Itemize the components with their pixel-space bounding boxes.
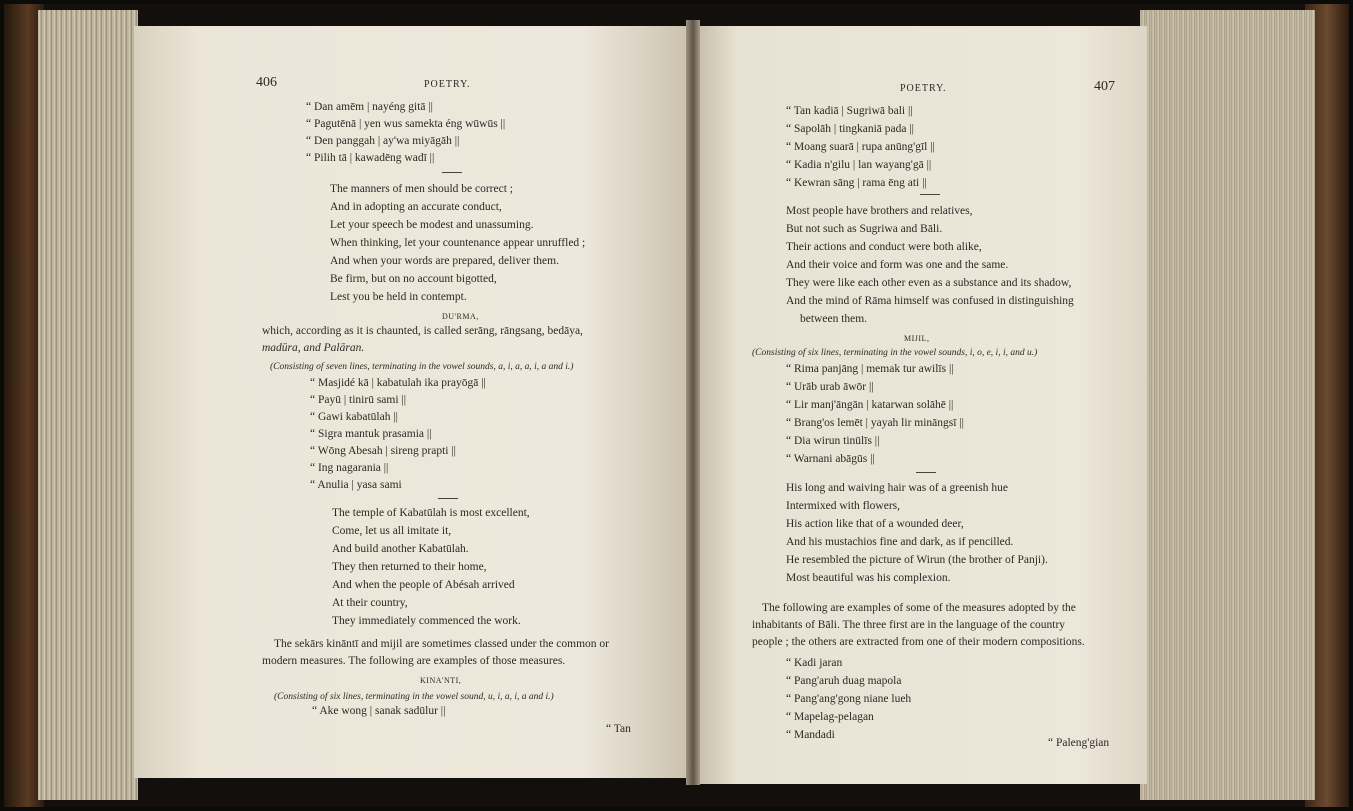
verse-line: “ Masjidé kā | kabatulah ika prayōgā || <box>310 377 486 389</box>
section-rule <box>442 172 462 173</box>
verse-line: “ Pang'ang'gong niane lueh <box>786 693 912 705</box>
section-rule <box>920 194 940 195</box>
translation-line: And in adopting an accurate conduct, <box>330 201 502 213</box>
verse-line: “ Sapolāh | tingkaniā pada || <box>786 123 914 135</box>
running-head: POETRY. <box>900 83 947 94</box>
translation-line: Most beautiful was his complexion. <box>786 572 951 584</box>
verse-line: “ Pagutēnā | yen wus samekta éng wūwūs || <box>306 118 506 130</box>
section-rule <box>916 472 936 473</box>
translation-line: They then returned to their home, <box>332 561 487 573</box>
translation-line: They were like each other even as a substance and its shadow, <box>786 277 1072 289</box>
body-text-line: inhabitants of Bāli. The three first are in the language of the country <box>752 619 1066 631</box>
translation-line: The temple of Kabatūlah is most excellent, <box>332 507 530 519</box>
section-heading: MIJIL, <box>904 334 930 343</box>
translation-line: And the mind of Rāma himself was confused in distinguishing <box>786 295 1074 307</box>
translation-line: Intermixed with flowers, <box>786 500 901 512</box>
verse-line: “ Kadi jaran <box>786 657 843 669</box>
translation-line: Let your speech be modest and unassuming. <box>330 219 534 231</box>
translation-line: He resembled the picture of Wirun (the brother of Panji). <box>786 554 1048 566</box>
translation-line: Their actions and conduct were both alike, <box>786 241 982 253</box>
verse-line: “ Warnani abāgūs || <box>786 453 875 465</box>
translation-line: And build another Kabatūlah. <box>332 543 469 555</box>
verse-line: “ Sigra mantuk prasamia || <box>310 428 432 440</box>
section-heading: DU'RMA, <box>442 312 479 321</box>
body-text-line: The following are examples of some of the measures adopted by the <box>762 602 1076 614</box>
translation-line: Come, let us all imitate it, <box>332 525 452 537</box>
catchword: “ Paleng'gian <box>1048 737 1110 749</box>
translation-line: And his mustachios fine and dark, as if pencilled. <box>786 536 1014 548</box>
verse-line: “ Pang'aruh duag mapola <box>786 675 902 687</box>
body-text-line: people ; the others are extracted from one of their modern compositions. <box>752 636 1085 648</box>
verse-line: “ Rima panjāng | memak tur awilīs || <box>786 363 954 375</box>
translation-line: And their voice and form was one and the same. <box>786 259 1009 271</box>
verse-line: “ Wōng Abesah | sireng prapti || <box>310 445 456 457</box>
page-number: 407 <box>1094 79 1115 94</box>
body-text-line: The sekārs kināntī and mijil are sometimes classed under the common or <box>274 638 610 650</box>
verse-line: “ Den panggah | ay'wa miyāgāh || <box>306 135 460 147</box>
page-edges-left <box>38 10 138 800</box>
book-gutter <box>686 20 700 785</box>
section-rule <box>438 498 458 499</box>
verse-line: “ Kewran sāng | rama ēng ati || <box>786 177 927 189</box>
verse-line: “ Brang'os lemēt | yayah lir mināngsī || <box>786 417 964 429</box>
translation-line: His long and waiving hair was of a greenish hue <box>786 482 1008 494</box>
catchword: “ Tan <box>606 723 631 735</box>
section-heading: KINA'NTI, <box>420 676 462 685</box>
measure-note: (Consisting of seven lines, terminating in the vowel sounds, a, i, a, a, i, a and i.) <box>270 362 574 372</box>
translation-line: But not such as Sugriwa and Bāli. <box>786 223 943 235</box>
translation-line: Lest you be held in contempt. <box>330 291 467 303</box>
verse-line: “ Dia wirun tinūlīs || <box>786 435 880 447</box>
verse-line: “ Dan amēm | nayéng gitā || <box>306 101 433 113</box>
translation-line: And when the people of Abésah arrived <box>332 579 515 591</box>
translation-line: They immediately commenced the work. <box>332 615 521 627</box>
verse-line: “ Gawi kabatūlah || <box>310 411 398 423</box>
translation-line: Most people have brothers and relatives, <box>786 205 973 217</box>
translation-line: And when your words are prepared, deliver them. <box>330 255 559 267</box>
verse-line: “ Payū | tinirū sami || <box>310 394 407 406</box>
page-number: 406 <box>256 75 277 90</box>
verse-line: “ Anulia | yasa sami <box>310 479 402 491</box>
translation-line: The manners of men should be correct ; <box>330 183 513 195</box>
verse-line: “ Kadia n'gilu | lan wayang'gā || <box>786 159 932 171</box>
body-text-line: which, according as it is chaunted, is called serāng, rāngsang, bedāya, <box>262 325 583 337</box>
translation-line: At their country, <box>332 597 408 609</box>
verse-line: “ Ing nagarania || <box>310 462 389 474</box>
verse-line: “ Mapelag-pelagan <box>786 711 874 723</box>
page-edges-right <box>1140 10 1315 800</box>
verse-line: “ Lir manj'āngān | katarwan solāhē || <box>786 399 954 411</box>
running-head: POETRY. <box>424 79 471 90</box>
verse-line: “ Pilih tā | kawadēng wadī || <box>306 152 435 164</box>
body-text-line: modern measures. The following are examples of those measures. <box>262 655 566 667</box>
verse-line: “ Moang suarā | rupa anūng'gīl || <box>786 141 935 153</box>
measure-note: (Consisting of six lines, terminating in the vowel sound, u, i, a, i, a and i.) <box>274 692 554 702</box>
translation-line: between them. <box>800 313 868 325</box>
body-text-line: madūra, and Palāran. <box>262 342 365 354</box>
verse-line: “ Tan kadiā | Sugriwā bali || <box>786 105 913 117</box>
measure-note: (Consisting of six lines, terminating in the vowel sounds, i, o, e, i, i, and u.) <box>752 348 1038 358</box>
translation-line: When thinking, let your countenance appear unruffled ; <box>330 237 586 249</box>
translation-line: Be firm, but on no account bigotted, <box>330 273 497 285</box>
verse-line: “ Ake wong | sanak sadūlur || <box>312 705 446 717</box>
translation-line: His action like that of a wounded deer, <box>786 518 964 530</box>
verse-line: “ Urāb urab āwōr || <box>786 381 874 393</box>
verse-line: “ Mandadi <box>786 729 835 741</box>
